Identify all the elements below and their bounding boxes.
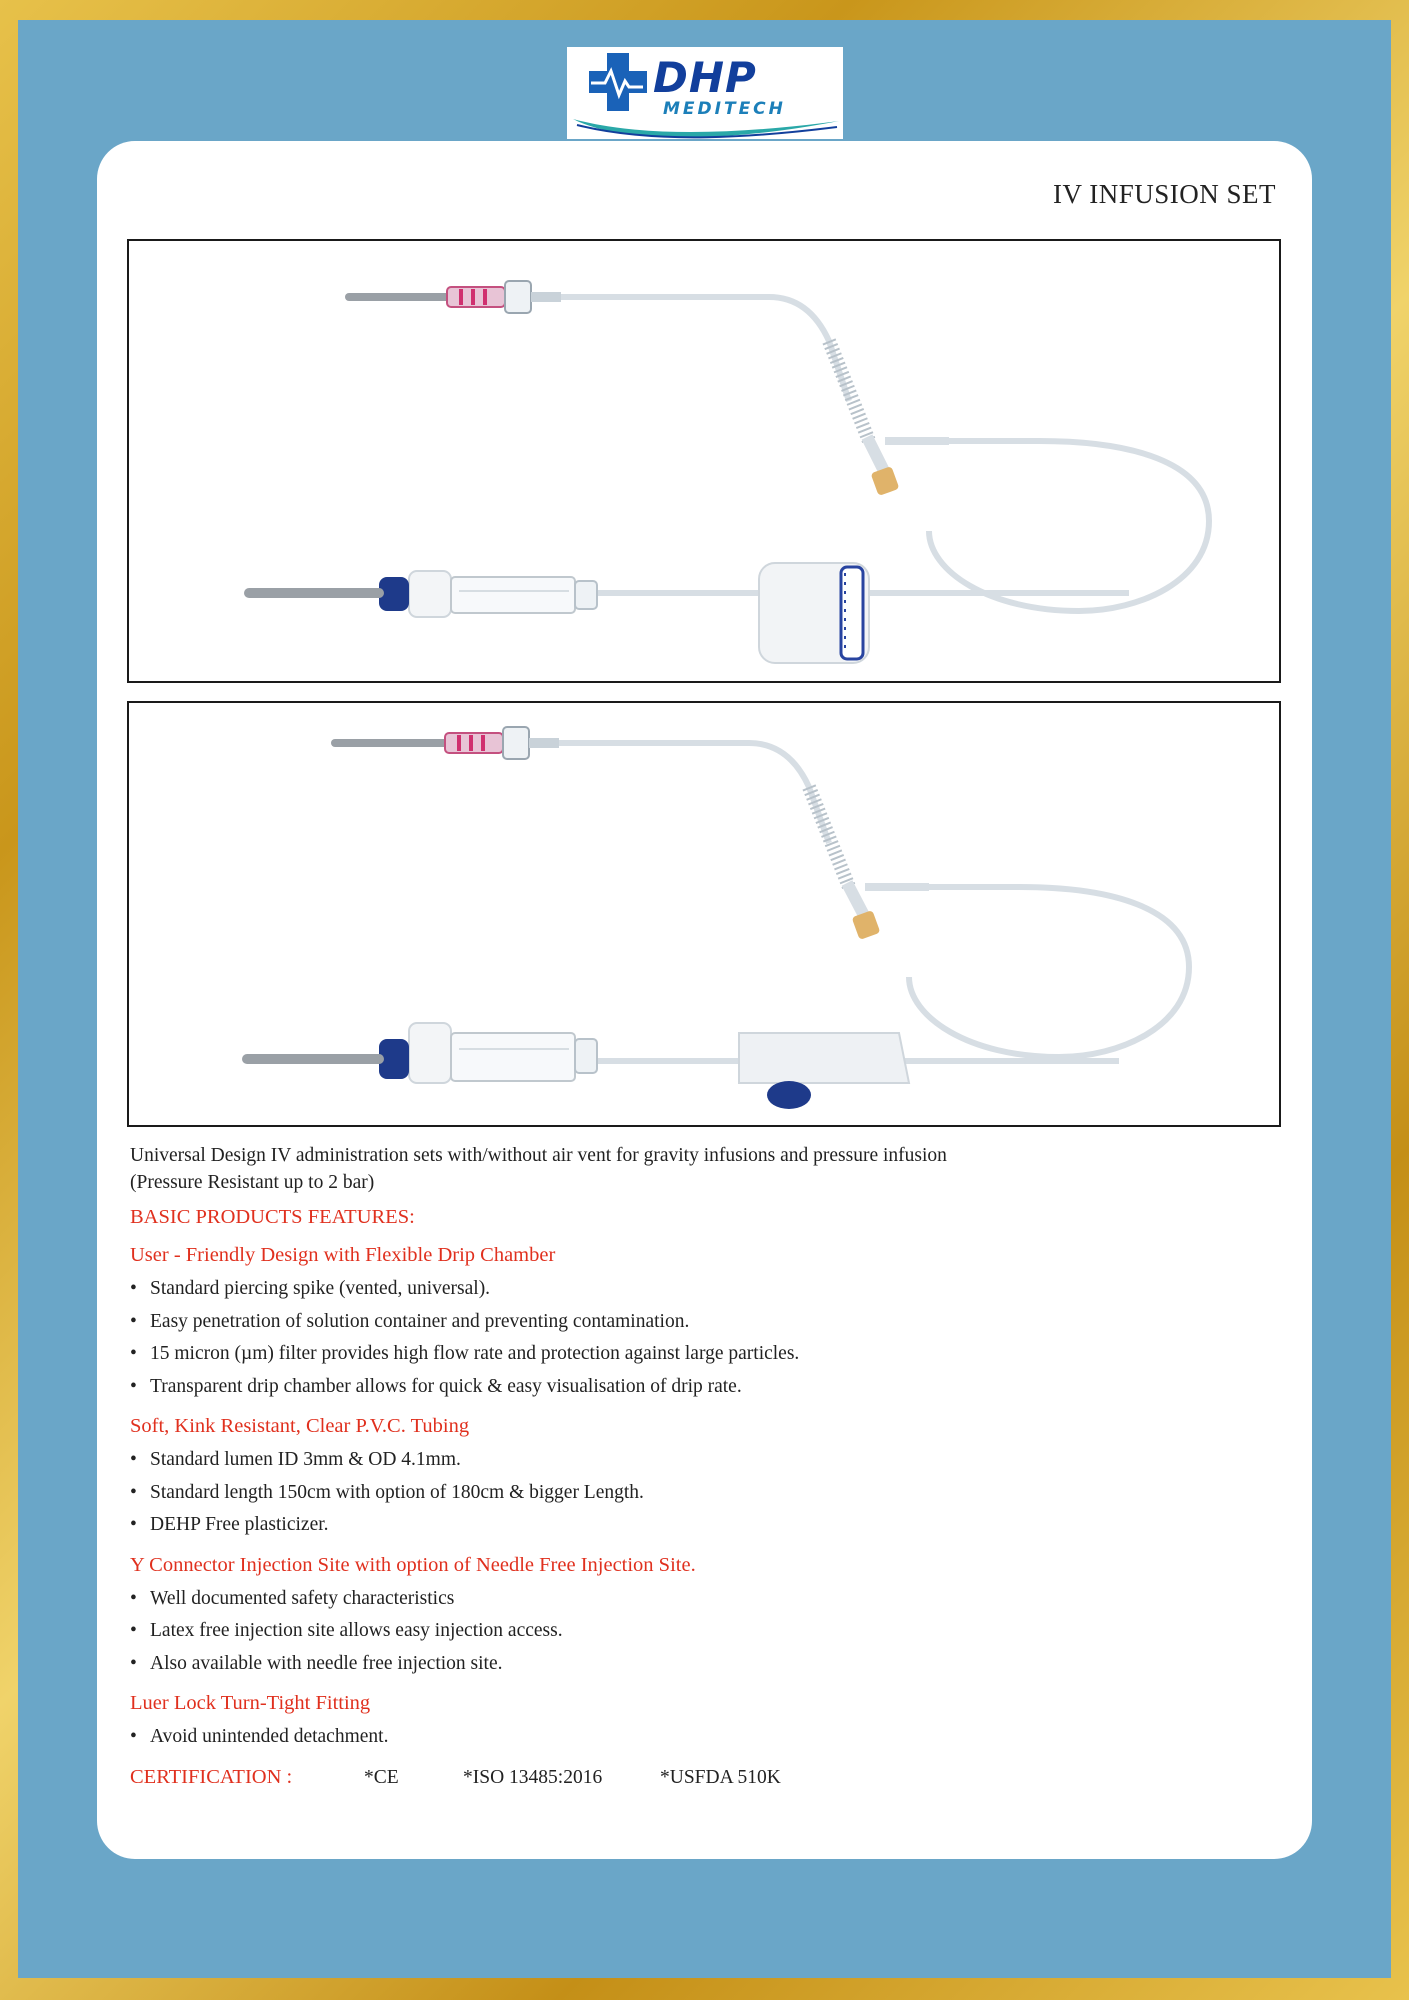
certification-label: CERTIFICATION : [130,1765,293,1788]
iv-set-illustration-1 [129,241,1279,681]
feature-section-title: Y Connector Injection Site with option of Needle Free Injection Site. [130,1553,696,1576]
feature-item: • 15 micron (µm) filter provides high flow rate and protection against large particles. [130,1338,1280,1371]
company-logo [567,47,843,139]
feature-section [130,1552,1280,1681]
feature-section [130,1242,1280,1403]
product-image-iv-set-1 [127,239,1281,683]
feature-list [130,1273,1280,1403]
logo-subtitle: MEDITECH [663,99,786,119]
intro-line-2: (Pressure Resistant up to 2 bar) [130,1172,375,1193]
feature-item: • Latex free injection site allows easy injection access. [130,1615,1280,1648]
feature-item: • Standard lumen ID 3mm & OD 4.1mm. [130,1444,1280,1477]
certification-item-ce: *CE [364,1766,399,1788]
certification-row [130,1764,1280,1794]
feature-list [130,1583,1280,1681]
feature-section [130,1690,1280,1754]
intro-line-1: Universal Design IV administration sets with/without air vent for gravity infusions and pressure infusion [130,1145,947,1166]
certification-item-usfda: *USFDA 510K [660,1766,781,1788]
logo-wordmark: DHP [653,53,757,102]
feature-section-title: Luer Lock Turn-Tight Fitting [130,1692,371,1714]
feature-item: • Easy penetration of solution container and preventing contamination. [130,1306,1280,1339]
feature-list [130,1444,1280,1542]
features-heading: BASIC PRODUCTS FEATURES: [130,1206,415,1228]
feature-section-title: User - Friendly Design with Flexible Drip Chamber [130,1244,556,1266]
content-card [97,141,1312,1859]
feature-item: • Standard length 150cm with option of 180cm & bigger Length. [130,1477,1280,1510]
feature-item: • Avoid unintended detachment. [130,1721,1280,1754]
feature-item: • Standard piercing spike (vented, universal). [130,1273,1280,1306]
feature-item: • Well documented safety characteristics [130,1583,1280,1616]
feature-item: • Transparent drip chamber allows for quick & easy visualisation of drip rate. [130,1371,1280,1404]
feature-section [130,1413,1280,1542]
page-title: IV INFUSION SET [1052,179,1276,209]
product-image-iv-set-2 [127,701,1281,1127]
feature-section-title: Soft, Kink Resistant, Clear P.V.C. Tubing [130,1415,470,1437]
feature-item: • Also available with needle free injection site. [130,1648,1280,1681]
feature-list [130,1721,1280,1754]
intro-paragraph [130,1142,1280,1196]
feature-item: • DEHP Free plasticizer. [130,1509,1280,1542]
product-description [130,1142,1280,1794]
certification-item-iso: *ISO 13485:2016 [463,1766,603,1788]
iv-set-illustration-2 [129,703,1279,1125]
